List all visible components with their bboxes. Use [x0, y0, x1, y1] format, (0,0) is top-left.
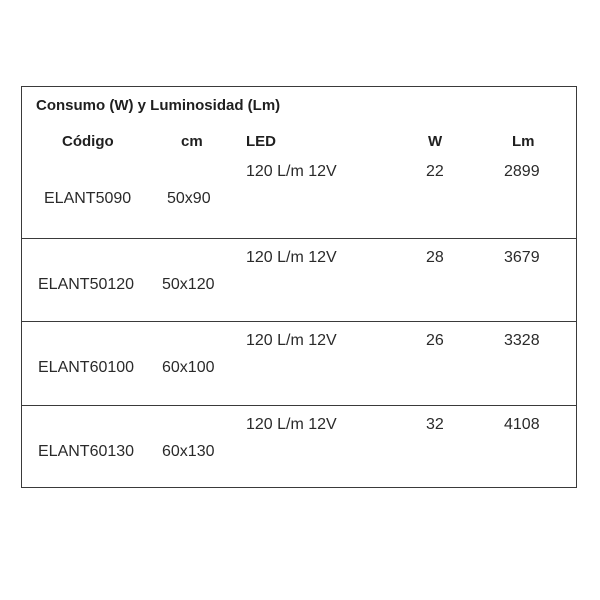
code-cell: ELANT5090: [44, 190, 132, 207]
code-cell: ELANT50120: [38, 276, 135, 293]
size-cell: 60x100: [162, 359, 215, 376]
header-w: W: [428, 133, 443, 150]
table-row: [22, 238, 576, 323]
table-row: [22, 405, 576, 490]
table-row: [22, 321, 576, 406]
table-row: [22, 153, 576, 237]
led-cell: 120 L/m 12V: [246, 416, 337, 433]
size-cell: 60x130: [162, 443, 215, 460]
code-cell: ELANT60130: [38, 443, 135, 460]
lumen-cell: 2899: [504, 163, 540, 180]
led-cell: 120 L/m 12V: [246, 332, 337, 349]
led-cell: 120 L/m 12V: [246, 163, 337, 180]
lumen-cell: 3328: [504, 332, 540, 349]
watt-cell: 26: [426, 332, 444, 349]
size-cell: 50x90: [167, 190, 211, 207]
size-cell: 50x120: [162, 276, 215, 293]
header-cm: cm: [181, 133, 203, 150]
watt-cell: 32: [426, 416, 444, 433]
lumen-cell: 3679: [504, 249, 540, 266]
table-title: Consumo (W) y Luminosidad (Lm): [36, 97, 281, 114]
header-code: Código: [62, 133, 114, 150]
watt-cell: 28: [426, 249, 444, 266]
lumen-cell: 4108: [504, 416, 540, 433]
led-cell: 120 L/m 12V: [246, 249, 337, 266]
header-lm: Lm: [512, 133, 535, 150]
watt-cell: 22: [426, 163, 444, 180]
code-cell: ELANT60100: [38, 359, 135, 376]
header-led: LED: [246, 133, 276, 150]
spec-table: [21, 86, 577, 488]
